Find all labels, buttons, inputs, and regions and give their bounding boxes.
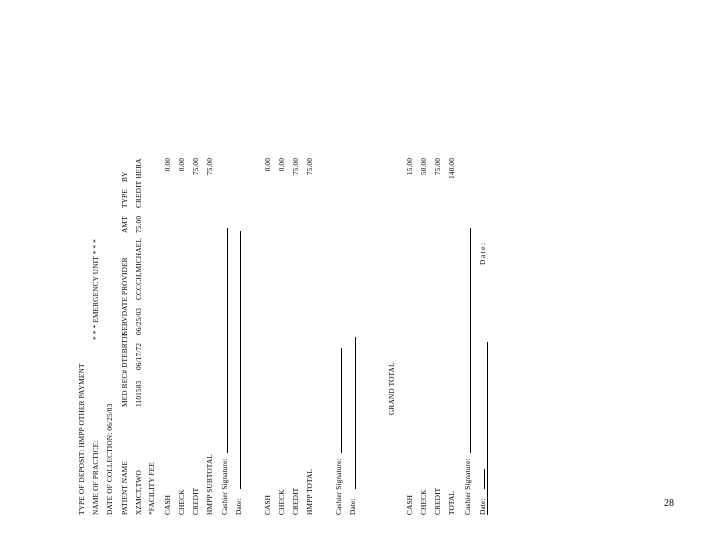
section2-check-label: CHECK <box>277 489 286 515</box>
unit-label: * * * EMERGENCY UNIT * * * <box>91 239 100 340</box>
page-number: 28 <box>664 498 674 509</box>
section3-cashier-line <box>470 228 471 453</box>
section3-date-label: Date: <box>478 498 487 515</box>
patient-birth-date: 06/17/72 <box>134 342 143 370</box>
patient-name: XZMCT,TWO <box>134 470 143 515</box>
column-by: BY <box>120 171 129 182</box>
section3-cashier-label: Cashier Signature: <box>463 458 472 515</box>
bottom-rule <box>487 342 488 515</box>
section3-check-label: CHECK <box>419 489 428 515</box>
section1-credit-label: CREDIT <box>191 487 200 515</box>
section1-subtotal-label: HMPP SUBTOTAL <box>205 454 214 515</box>
column-patient-name: PATIENT NAME <box>120 461 129 515</box>
patient-med-rec: 1101583 <box>134 380 143 407</box>
section1-subtotal-value: 75.00 <box>205 158 214 176</box>
section1-check-value: 0.00 <box>177 158 186 172</box>
grand-total-label: GRAND TOTAL <box>387 362 396 415</box>
section1-credit-value: 75.00 <box>191 158 200 176</box>
section2-cashier-line <box>341 348 342 453</box>
column-med-rec-birth: MED REC# DTEBRTH <box>120 333 129 407</box>
section3-date-line <box>484 469 485 489</box>
section2-cash-label: CASH <box>263 494 272 515</box>
section3-total-value: 140.00 <box>447 158 456 179</box>
patient-serv-date: 06/25/03 <box>134 307 143 335</box>
section2-date-label: Date: <box>348 498 357 515</box>
section2-credit-value: 75.00 <box>291 158 300 176</box>
section1-cash-label: CASH <box>163 494 172 515</box>
section3-cash-value: 15.00 <box>405 158 414 176</box>
collection-date: DATE OF COLLECTION: 06/25/03 <box>105 403 114 515</box>
section2-cashier-label: Cashier Signature: <box>334 458 343 515</box>
section3-credit-label: CREDIT <box>433 487 442 515</box>
column-type: TYPE <box>120 189 129 208</box>
section1-cash-value: 0.00 <box>163 158 172 172</box>
section2-total-value: 75.00 <box>305 158 314 176</box>
column-servdate-provider: SERVDATE PROVIDER <box>120 257 129 335</box>
practice-name-label: NAME OF PRACTICE: <box>91 440 100 515</box>
section1-cashier-label: Cashier Signature: <box>220 458 229 515</box>
column-amt: AMT <box>120 216 129 233</box>
section2-date-line <box>355 337 356 489</box>
section1-date-label: Date: <box>234 498 243 515</box>
section2-cash-value: 0.00 <box>263 158 272 172</box>
patient-amount: 75.00 <box>134 215 143 233</box>
patient-provider: CCCCH,MICHAEL <box>134 238 143 300</box>
section1-cashier-line <box>227 228 228 453</box>
deposit-type: TYPE OF DEPOSIT: HMPP OTHER PAYMENT <box>77 363 86 515</box>
section3-date-right-label: Date: <box>478 241 487 265</box>
section3-cash-label: CASH <box>405 494 414 515</box>
rotated-deposit-report <box>77 85 497 515</box>
section3-credit-value: 75.00 <box>433 158 442 176</box>
section3-total-label: TOTAL <box>447 491 456 515</box>
section1-check-label: CHECK <box>177 489 186 515</box>
section2-total-label: HMPP TOTAL <box>305 468 314 515</box>
facility-fee-label: *FACILITY FEE <box>147 462 156 515</box>
patient-type-by: CREDIT HERA <box>134 158 143 208</box>
section2-credit-label: CREDIT <box>291 487 300 515</box>
section3-check-value: 50.00 <box>419 158 428 176</box>
section2-check-value: 0.00 <box>277 158 286 172</box>
section1-date-line <box>240 231 241 489</box>
